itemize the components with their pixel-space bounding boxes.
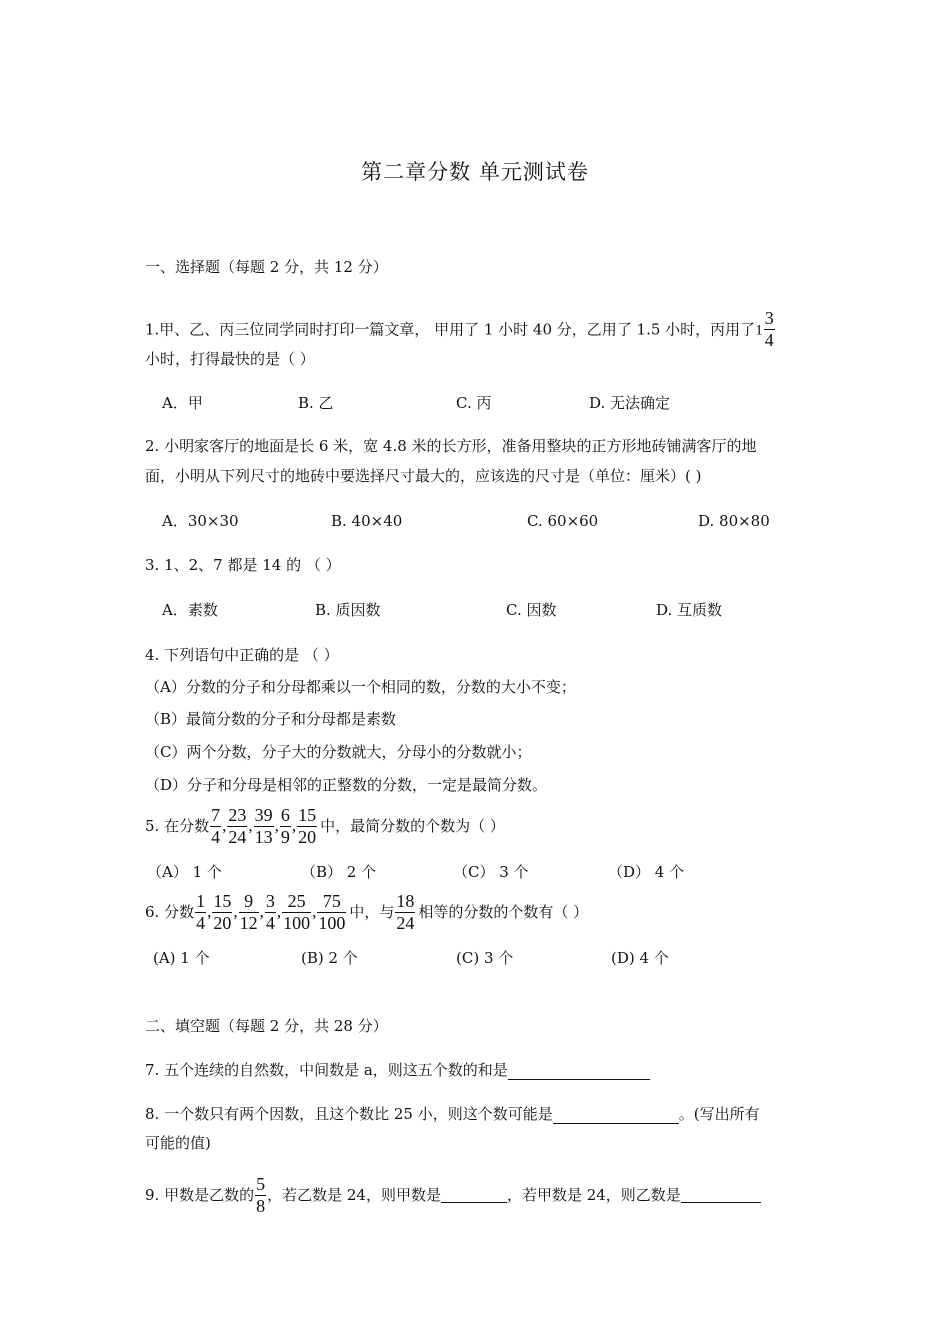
q3-option-d: D. 互质数 <box>656 601 723 619</box>
q1-option-b: B. 乙 <box>298 394 334 412</box>
q9-mid1: ，若乙数是 24，则甲数是 <box>267 1186 441 1204</box>
fraction-numerator: 15 <box>298 804 317 825</box>
q6-fraction-3 <box>239 892 259 933</box>
q8-tail: 。(写出所有 <box>678 1105 760 1123</box>
fraction-numerator: 1 <box>196 890 206 911</box>
q6-middle: 中，与 <box>349 903 395 921</box>
comma: , <box>207 902 212 921</box>
q4-stem: 4. 下列语句中正确的是 （ ） <box>145 646 339 664</box>
q6-option-a: (A) 1 个 <box>153 949 210 967</box>
q5-fraction-5 <box>297 806 317 847</box>
q5-fraction-2 <box>227 806 247 847</box>
comma: , <box>222 816 227 835</box>
q1-option-c: C. 丙 <box>456 394 492 412</box>
q6-prefix: 6. 分数 <box>145 903 195 921</box>
q9-answer-blank-2[interactable] <box>681 1187 761 1203</box>
fraction-denominator: 13 <box>254 826 273 847</box>
section-heading-choice: 一、选择题（每题 2 分，共 12 分） <box>145 258 388 276</box>
fraction-denominator: 20 <box>298 826 317 847</box>
fraction-numerator: 7 <box>211 804 221 825</box>
fraction-numerator: 3 <box>265 890 275 911</box>
fraction-denominator: 12 <box>239 912 258 933</box>
q5-option-d: （D） 4 个 <box>608 863 685 881</box>
q3-option-b: B. 质因数 <box>315 601 381 619</box>
q2-option-a: A．30×30 <box>162 512 239 530</box>
fraction-denominator: 4 <box>764 330 774 350</box>
q8-stem-line2: 可能的值) <box>145 1134 211 1152</box>
q3-option-c: C. 因数 <box>506 601 557 619</box>
q4-item-b: （B）最简分数的分子和分母都是素数 <box>145 710 397 728</box>
fraction-numerator: 3 <box>764 308 774 328</box>
q2-option-c: C. 60×60 <box>527 512 599 530</box>
q6-fraction-1 <box>195 892 206 933</box>
q2-stem-line2: 面，小明从下列尺寸的地砖中要选择尺寸最大的，应该选的尺寸是（单位：厘米）( ) <box>145 467 702 485</box>
q5-suffix: 中，最简分数的个数为（ ） <box>320 817 505 835</box>
q6-stem <box>145 889 588 935</box>
q5-fraction-3 <box>254 806 274 847</box>
q1-stem-line2: 小时，打得最快的是（ ） <box>145 350 315 368</box>
fraction-numerator: 25 <box>287 890 306 911</box>
fraction-denominator: 24 <box>396 912 415 933</box>
fraction-denominator: 100 <box>283 912 311 933</box>
q4-item-a: （A）分数的分子和分母都乘以一个相同的数，分数的大小不变； <box>145 678 576 696</box>
q6-suffix: 相等的分数的个数有（ ） <box>418 903 589 921</box>
q1-option-a: A．甲 <box>162 394 203 412</box>
q9-prefix: 9. 甲数是乙数的 <box>145 1186 255 1204</box>
q6-option-b: (B) 2 个 <box>301 949 358 967</box>
q9-fraction <box>255 1175 266 1216</box>
fraction-denominator: 8 <box>256 1195 266 1216</box>
q8-stem-line1 <box>145 1104 760 1124</box>
q3-stem: 3. 1、2、7 都是 14 的 （ ） <box>145 556 341 574</box>
q5-option-c: （C） 3 个 <box>453 863 529 881</box>
fraction-denominator: 4 <box>211 826 221 847</box>
fraction-denominator: 9 <box>280 826 290 847</box>
q5-fraction-4 <box>280 806 291 847</box>
q5-option-a: （A） 1 个 <box>147 863 222 881</box>
q7-answer-blank[interactable] <box>508 1062 650 1080</box>
fraction-numerator: 15 <box>213 890 232 911</box>
fraction-numerator: 6 <box>280 804 290 825</box>
q5-fraction-1 <box>210 806 221 847</box>
q4-item-c: （C）两个分数，分子大的分数就大，分母小的分数就小； <box>145 743 532 761</box>
fraction-numerator: 23 <box>228 804 247 825</box>
comma: , <box>248 816 253 835</box>
fraction-denominator: 4 <box>196 912 206 933</box>
q6-target-fraction <box>395 892 415 933</box>
comma: , <box>276 902 282 921</box>
fraction-numerator: 5 <box>256 1173 266 1194</box>
q6-fraction-6 <box>317 892 346 933</box>
fraction-numerator: 9 <box>244 890 254 911</box>
page-title: 第二章分数 单元测试卷 <box>361 160 589 184</box>
fraction-numerator: 75 <box>322 890 341 911</box>
q6-option-d: (D) 4 个 <box>611 949 669 967</box>
fraction-denominator: 20 <box>213 912 232 933</box>
q7-stem <box>145 1060 650 1080</box>
fraction-numerator: 18 <box>396 890 415 911</box>
q5-prefix: 5. 在分数 <box>145 817 210 835</box>
q1-text: 1.甲、乙、丙三位同学同时打印一篇文章， 甲用了 1 小时 40 分，乙用了 1.5 小时，丙用了 <box>145 320 756 339</box>
q3-option-a: A．素数 <box>162 601 218 619</box>
comma: , <box>312 902 317 921</box>
comma: , <box>233 902 238 921</box>
q4-item-d: （D）分子和分母是相邻的正整数的分数，一定是最简分数。 <box>145 776 548 794</box>
q8-answer-blank[interactable] <box>553 1106 679 1124</box>
q5-option-b: （B） 2 个 <box>301 863 377 881</box>
comma: , <box>291 816 297 835</box>
q9-answer-blank-1[interactable] <box>441 1187 507 1203</box>
comma: , <box>259 902 264 921</box>
q9-stem <box>145 1172 761 1218</box>
q6-fraction-5 <box>282 892 311 933</box>
q1-mixed-fraction <box>764 309 775 350</box>
fraction-numerator: 39 <box>254 804 273 825</box>
fraction-denominator: 24 <box>228 826 247 847</box>
fraction-denominator: 4 <box>265 912 275 933</box>
q5-stem <box>145 803 505 849</box>
section-heading-fill: 二、填空题（每题 2 分，共 28 分） <box>145 1017 388 1035</box>
q1-stem-line1 <box>145 310 776 351</box>
q1-mixed-whole: 1 <box>755 322 763 339</box>
q6-option-c: (C) 3 个 <box>456 949 514 967</box>
q7-text: 7. 五个连续的自然数，中间数是 a，则这五个数的和是 <box>145 1061 508 1079</box>
q9-mid2: ，若甲数是 24，则乙数是 <box>506 1186 681 1204</box>
q2-option-b: B. 40×40 <box>331 512 403 530</box>
q2-stem-line1: 2. 小明家客厅的地面是长 6 米，宽 4.8 米的长方形，准备用整块的正方形地砖铺满客厅的地 <box>145 437 757 455</box>
comma: , <box>274 816 279 835</box>
q6-fraction-4 <box>265 892 276 933</box>
q8-text: 8. 一个数只有两个因数，且这个数比 25 小，则这个数可能是 <box>145 1105 553 1123</box>
fraction-denominator: 100 <box>318 912 346 933</box>
q2-option-d: D. 80×80 <box>698 512 770 530</box>
q1-option-d: D. 无法确定 <box>589 394 671 412</box>
q6-fraction-2 <box>212 892 232 933</box>
